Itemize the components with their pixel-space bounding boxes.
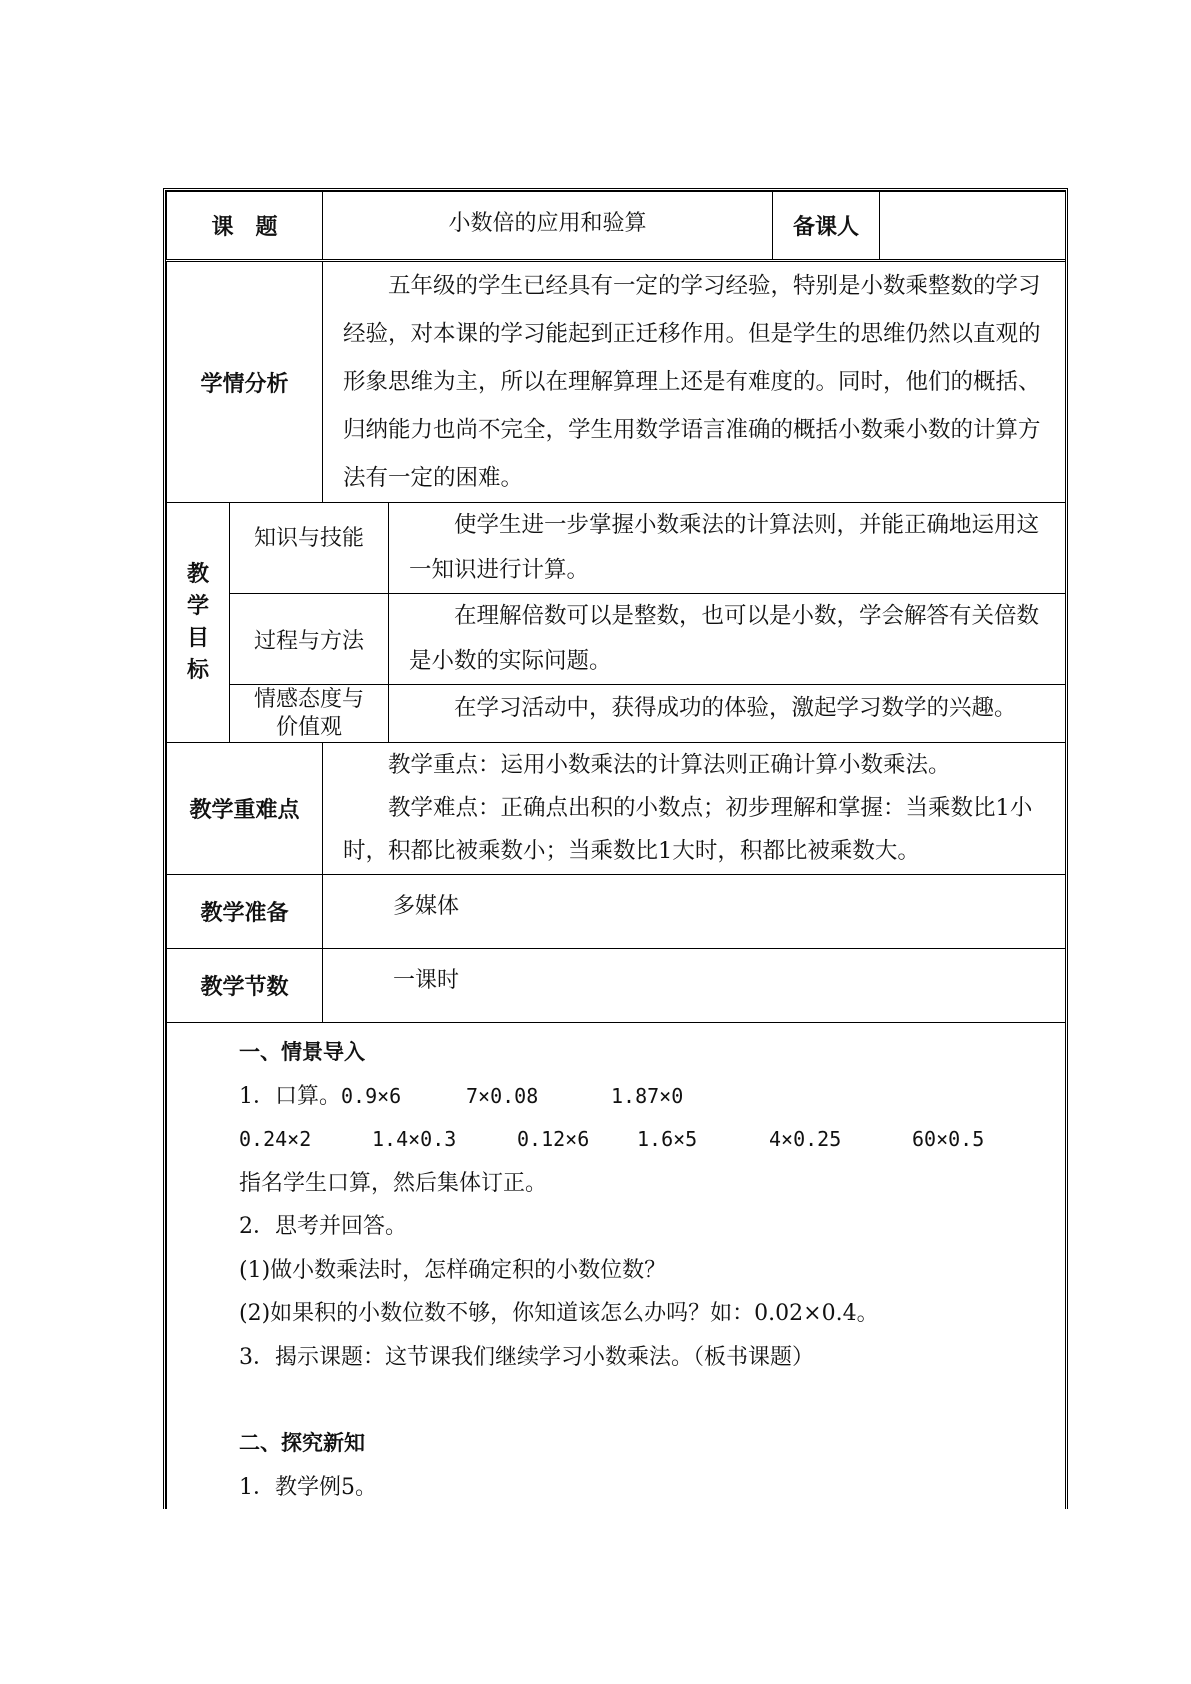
- periods-label: 教学节数: [167, 949, 323, 1023]
- item-2: 2．思考并回答。: [239, 1214, 407, 1239]
- goals-char-4: 标: [186, 657, 209, 683]
- preparer-value: [880, 192, 1066, 261]
- goal-process-text: 在理解倍数可以是整数，也可以是小数，学会解答有关倍数是小数的实际问题。: [389, 594, 1066, 685]
- calc-7: 1.6×5: [637, 1127, 698, 1151]
- key-points-label: 教学重难点: [167, 743, 323, 875]
- topic-value: 小数倍的应用和验算: [323, 192, 773, 261]
- section-1-title: 一、情景导入: [239, 1040, 365, 1064]
- analysis-label: 学情分析: [167, 261, 323, 503]
- prep-value: 多媒体: [323, 875, 1066, 949]
- preparer-label: 备课人: [773, 192, 880, 261]
- prep-label: 教学准备: [167, 875, 323, 949]
- process-body: [167, 1023, 1065, 1509]
- calc-5: 1.4×0.3: [372, 1127, 457, 1151]
- topic-label: 课 题: [167, 192, 323, 261]
- goal-knowledge-label: 知识与技能: [230, 503, 389, 594]
- goals-char-1: 教: [186, 561, 209, 587]
- plan-table: [166, 191, 1066, 1509]
- key-difficulty-text: 教学难点：正确点出积的小数点；初步理解和掌握：当乘数比1小时，积都比被乘数小；当乘数比1大时，积都比被乘数大。: [343, 795, 1033, 864]
- calc-1: 0.9×6: [341, 1083, 402, 1108]
- goal-emotion-label-line1: 情感态度与: [254, 686, 365, 712]
- process-cell: [167, 1023, 1066, 1510]
- goal-process-label: 过程与方法: [230, 594, 389, 685]
- calc-4: 0.24×2: [239, 1127, 312, 1151]
- goal-knowledge-text: 使学生进一步掌握小数乘法的计算法则，并能正确地运用这一知识进行计算。: [389, 503, 1066, 594]
- calc-9: 60×0.5: [912, 1127, 985, 1151]
- goal-emotion-label: [230, 685, 389, 743]
- calc-2: 7×0.08: [466, 1083, 539, 1108]
- calc-line-2: [239, 1118, 1065, 1162]
- calc-6: 0.12×6: [517, 1127, 590, 1151]
- spacer: [239, 1379, 1065, 1422]
- goals-label: [167, 503, 230, 743]
- item-4: 1．教学例5。: [239, 1474, 377, 1500]
- key-points-cell: [323, 743, 1066, 875]
- calc-line-1: [239, 1075, 1065, 1119]
- periods-value: 一课时: [323, 949, 1066, 1023]
- item-1-label: 1．口算。: [239, 1083, 341, 1109]
- question-1: (1)做小数乘法时，怎样确定积的小数位数？: [239, 1257, 667, 1283]
- lesson-plan-table: [163, 188, 1068, 1509]
- goals-char-2: 学: [186, 593, 209, 619]
- goal-emotion-label-line2: 价值观: [276, 714, 343, 740]
- item-3: 3．揭示课题：这节课我们继续学习小数乘法。（板书课题）: [239, 1344, 814, 1370]
- key-focus-text: 教学重点：运用小数乘法的计算法则正确计算小数乘法。: [388, 752, 951, 778]
- analysis-text: 五年级的学生已经具有一定的学习经验，特别是小数乘整数的学习经验，对本课的学习能起到正迁移作用。但是学生的思维仍然以直观的形象思维为主，所以在理解算理上还是有难度的。同时，他们的概括、归纳能力也尚不完全，学生用数学语言准确的概括小数乘小数的计算方法有一定的困难。: [323, 261, 1066, 503]
- calc-3: 1.87×0: [611, 1083, 684, 1108]
- question-2: (2)如果积的小数位数不够，你知道该怎么办吗？如：0.02×0.4。: [239, 1301, 879, 1326]
- goals-char-3: 目: [186, 625, 209, 651]
- section-2-title: 二、探究新知: [239, 1431, 365, 1455]
- goal-emotion-text: 在学习活动中，获得成功的体验，激起学习数学的兴趣。: [389, 685, 1066, 743]
- calc-8: 4×0.25: [769, 1127, 842, 1151]
- item-1-note: 指名学生口算，然后集体订正。: [239, 1170, 548, 1196]
